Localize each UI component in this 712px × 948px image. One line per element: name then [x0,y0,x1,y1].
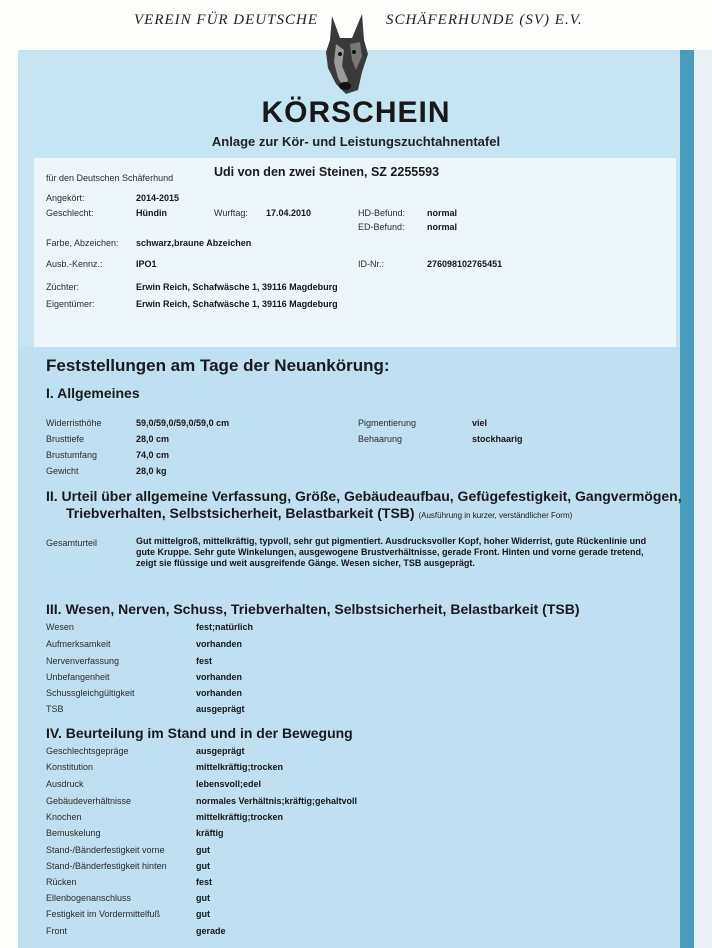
ed-value: normal [427,222,458,232]
pigment-label: Pigmentierung [358,418,417,428]
section2-heading-note: (Ausführung in kurzer, verständlicher Form) [418,511,573,520]
section3-row-value: fest;natürlich [196,622,254,632]
pigment-value: viel [472,418,488,428]
section3-row-label: Wesen [46,622,74,632]
zuechter-label: Züchter: [46,282,80,292]
section4-row-label: Konstitution [46,762,94,772]
shepherd-dog-logo [318,10,374,96]
farbe-label: Farbe, Abzeichen: [46,238,119,248]
section1-row-label: Brustumfang [46,450,98,460]
section4-row-value: gerade [196,926,226,936]
hd-label: HD-Befund: [358,208,406,218]
zuechter-value: Erwin Reich, Schafwäsche 1, 39116 Magdeburg [136,282,338,292]
dog-details-panel [34,158,676,347]
section4-row-label: Stand-/Bänderfestigkeit hinten [46,861,167,871]
ausb-value: IPO1 [136,259,157,269]
eigentuemer-label: Eigentümer: [46,299,95,309]
gesamturteil-text: Gut mittelgroß, mittelkräftig, typvoll, sehr gut pigmentiert. Ausdrucksvoller Kopf, hoher Widerrist, gute Rückenlinie und gute Kruppe. Sehr gute Winkelungen, ausgewogene Brustverhältnisse, gerade Front. Hinten und vorne gerade tretend, zeigt sie flüssige und weit ausgreifende Gänge. Wesen sicher, TSB ausgeprägt. [136,536,647,568]
section4-row-label: Knochen [46,812,82,822]
section2-heading-line1: II. Urteil über allgemeine Verfassung, Größe, Gebäudeaufbau, Gefügefestigkeit, Gangvermögen, [46,488,682,504]
section3-row-value: vorhanden [196,688,243,698]
section1-row-label: Brusttiefe [46,434,85,444]
section2-heading-text: Triebverhalten, Selbstsicherheit, Belastbarkeit (TSB) [66,505,415,521]
section4-row-value: normales Verhältnis;kräftig;gehaltvoll [196,796,358,806]
section4-row-label: Rücken [46,877,77,887]
section3-heading: III. Wesen, Nerven, Schuss, Triebverhalten, Selbstsicherheit, Belastbarkeit (TSB) [46,601,580,617]
section4-row-value: gut [196,861,210,871]
section4-row-value: mittelkräftig;trocken [196,762,284,772]
section3-row-label: Schussgleichgültigkeit [46,688,135,698]
association-name-left: VEREIN FÜR DEUTSCHE [134,12,318,28]
section4-row-label: Stand-/Bänderfestigkeit vorne [46,845,165,855]
geschlecht-value: Hündin [136,208,167,218]
section3-row-label: Unbefangenheit [46,672,110,682]
section2-heading-line2 [66,505,572,521]
behaarung-label: Behaarung [358,434,403,444]
section4-row-label: Ausdruck [46,779,84,789]
wurftag-label: Wurftag: [214,208,248,218]
document-subtitle: Anlage zur Kör- und Leistungszuchtahnentafel [211,134,501,149]
section1-row-label: Widerristhöhe [46,418,102,428]
section4-heading: IV. Beurteilung im Stand und in der Bewegung [46,725,353,741]
section4-row-label: Ellenbogenanschluss [46,893,132,903]
association-name-right: SCHÄFERHUNDE (SV) E.V. [386,12,583,28]
section4-row-value: gut [196,909,210,919]
section4-row-value: gut [196,845,210,855]
section3-row-value: vorhanden [196,639,243,649]
section4-row-label: Gebäudeverhältnisse [46,796,132,806]
section1-row-label: Gewicht [46,466,79,476]
angekoert-label: Angekört: [46,193,85,203]
section1-heading: I. Allgemeines [46,385,140,401]
section4-row-value: kräftig [196,828,224,838]
section1-row-value: 74,0 cm [136,450,170,460]
document-title: KÖRSCHEIN [261,96,451,129]
section4-row-label: Geschlechtsgepräge [46,746,129,756]
id-label: ID-Nr.: [358,259,384,269]
behaarung-value: stockhaarig [472,434,523,444]
page-margin [694,50,712,948]
section4-row-label: Bemuskelung [46,828,101,838]
section1-row-value: 28,0 cm [136,434,170,444]
section3-row-label: TSB [46,704,64,714]
hd-value: normal [427,208,458,218]
section1-row-value: 59,0/59,0/59,0/59,0 cm [136,418,230,428]
sheet-edge [680,50,694,948]
section4-row-label: Front [46,926,68,936]
angekoert-value: 2014-2015 [136,193,180,203]
id-value: 276098102765451 [427,259,503,269]
farbe-value: schwarz,braune Abzeichen [136,238,252,248]
section4-row-value: ausgeprägt [196,746,245,756]
section3-row-value: ausgeprägt [196,704,245,714]
section4-row-value: fest [196,877,213,887]
section3-row-value: vorhanden [196,672,243,682]
eigentuemer-value: Erwin Reich, Schafwäsche 1, 39116 Magdeburg [136,299,338,309]
dog-name: Udi von den zwei Steinen, SZ 2255593 [214,165,440,179]
dog-for-label: für den Deutschen Schäferhund [46,173,174,183]
section4-row-value: lebensvoll;edel [196,779,262,789]
section4-row-value: gut [196,893,210,903]
section4-row-value: mittelkräftig;trocken [196,812,284,822]
section4-row-label: Festigkeit im Vordermittelfuß [46,909,161,919]
ausb-label: Ausb.-Kennz.: [46,259,103,269]
section3-row-label: Aufmerksamkeit [46,639,111,649]
geschlecht-label: Geschlecht: [46,208,94,218]
section3-row-label: Nervenverfassung [46,656,120,666]
wurftag-value: 17.04.2010 [266,208,312,218]
findings-heading: Feststellungen am Tage der Neuankörung: [46,356,390,375]
gesamturteil-label: Gesamturteil [46,538,98,548]
section3-row-value: fest [196,656,213,666]
ed-label: ED-Befund: [358,222,405,232]
section1-row-value: 28,0 kg [136,466,167,476]
